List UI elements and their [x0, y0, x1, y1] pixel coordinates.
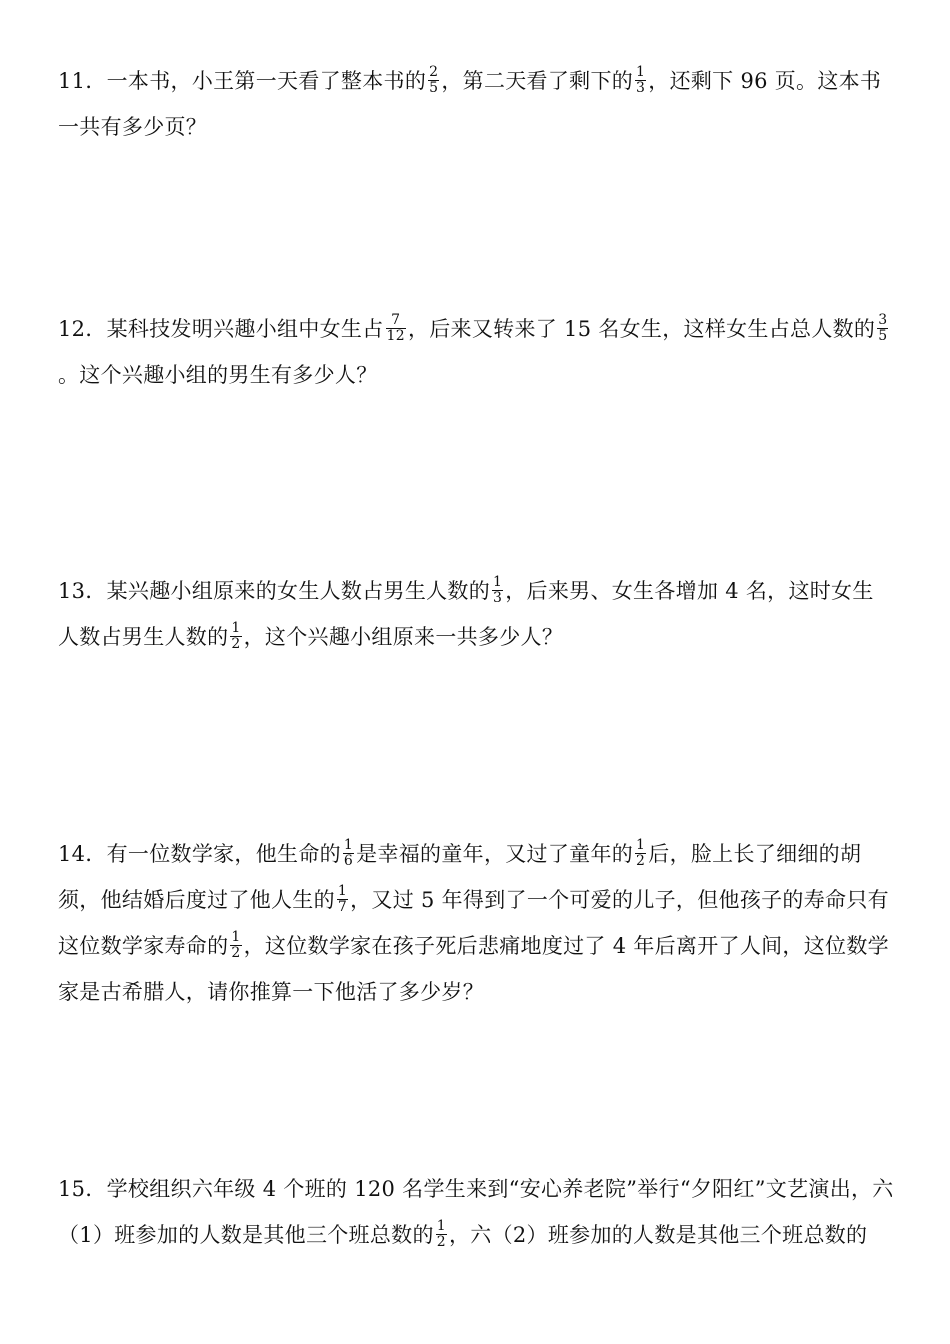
- question-text: ，后来又转来了 15 名女生，这样女生占总人数的: [407, 317, 876, 341]
- fraction-denominator: 6: [343, 853, 354, 869]
- question-11: [58, 58, 894, 150]
- fraction-denominator: 12: [386, 328, 405, 344]
- fraction: [337, 884, 348, 915]
- fraction-denominator: 2: [231, 636, 241, 652]
- question-13: [58, 568, 894, 660]
- fraction-denominator: 5: [878, 328, 888, 344]
- question-text: 15．学校组织六年级 4 个班的 120 名学生来到“安心养老院”举行“夕阳红”文艺演出，六（1）班参加的人数是其他三个班总数的: [58, 1177, 894, 1247]
- fraction-numerator: 1: [337, 883, 348, 899]
- fraction-numerator: 1: [231, 620, 241, 636]
- fraction-denominator: 7: [337, 899, 348, 915]
- fraction-numerator: 1: [436, 1218, 446, 1234]
- fraction: [230, 621, 241, 652]
- question-text: 11．一本书，小王第一天看了整本书的: [58, 69, 427, 93]
- fraction-numerator: 1: [636, 64, 646, 80]
- question-15: [58, 1166, 894, 1258]
- fraction: [635, 65, 646, 96]
- fraction-numerator: 1: [493, 574, 503, 590]
- fraction: [492, 575, 503, 606]
- question-text: ，后来男、女生各增加 4 名，这时女生人数占男生人数的: [58, 579, 874, 649]
- fraction-denominator: 2: [231, 945, 241, 961]
- question-text: ，第二天看了剩下的: [441, 69, 634, 93]
- fraction: [428, 65, 439, 96]
- question-14: [58, 831, 894, 1015]
- question-text: 12．某科技发明兴趣小组中女生占: [58, 317, 384, 341]
- question-text: ，又过 5 年得到了一个可爱的儿子，但他孩子的寿命只有这位数学家寿命的: [58, 888, 889, 958]
- fraction: [635, 838, 646, 869]
- fraction-numerator: 1: [636, 837, 646, 853]
- fraction-denominator: 2: [436, 1234, 446, 1250]
- fraction: [230, 930, 241, 961]
- fraction: [436, 1219, 447, 1250]
- fraction-denominator: 2: [636, 853, 646, 869]
- question-text: 。这个兴趣小组的男生有多少人？: [58, 363, 378, 387]
- question-12: [58, 306, 894, 398]
- fraction-numerator: 3: [878, 312, 888, 328]
- question-text: ，六（2）班参加的人数是其他三个班总数的: [448, 1223, 868, 1247]
- fraction-denominator: 5: [429, 80, 439, 96]
- question-text: 13．某兴趣小组原来的女生人数占男生人数的: [58, 579, 491, 603]
- fraction-denominator: 3: [493, 590, 503, 606]
- question-text: 后，脸上长了细细的胡须，他结婚后度过了他人生的: [58, 842, 862, 912]
- question-text: 14．有一位数学家，他生命的: [58, 842, 341, 866]
- fraction-numerator: 1: [343, 837, 354, 853]
- fraction-numerator: 2: [429, 64, 439, 80]
- fraction-numerator: 1: [231, 929, 241, 945]
- question-text: 是幸福的童年，又过了童年的: [356, 842, 634, 866]
- question-text: ，这位数学家在孩子死后悲痛地度过了 4 年后离开了人间，这位数学家是古希腊人，请你推算一下他活了多少岁？: [58, 934, 889, 1004]
- fraction-numerator: 7: [386, 313, 406, 329]
- fraction: [877, 313, 888, 344]
- fraction: [343, 838, 354, 869]
- fraction-denominator: 3: [636, 80, 646, 96]
- fraction: [386, 313, 406, 344]
- question-text: ，还剩下 96 页。这本书一共有多少页？: [58, 69, 882, 139]
- question-text: ，这个兴趣小组原来一共多少人？: [243, 625, 564, 649]
